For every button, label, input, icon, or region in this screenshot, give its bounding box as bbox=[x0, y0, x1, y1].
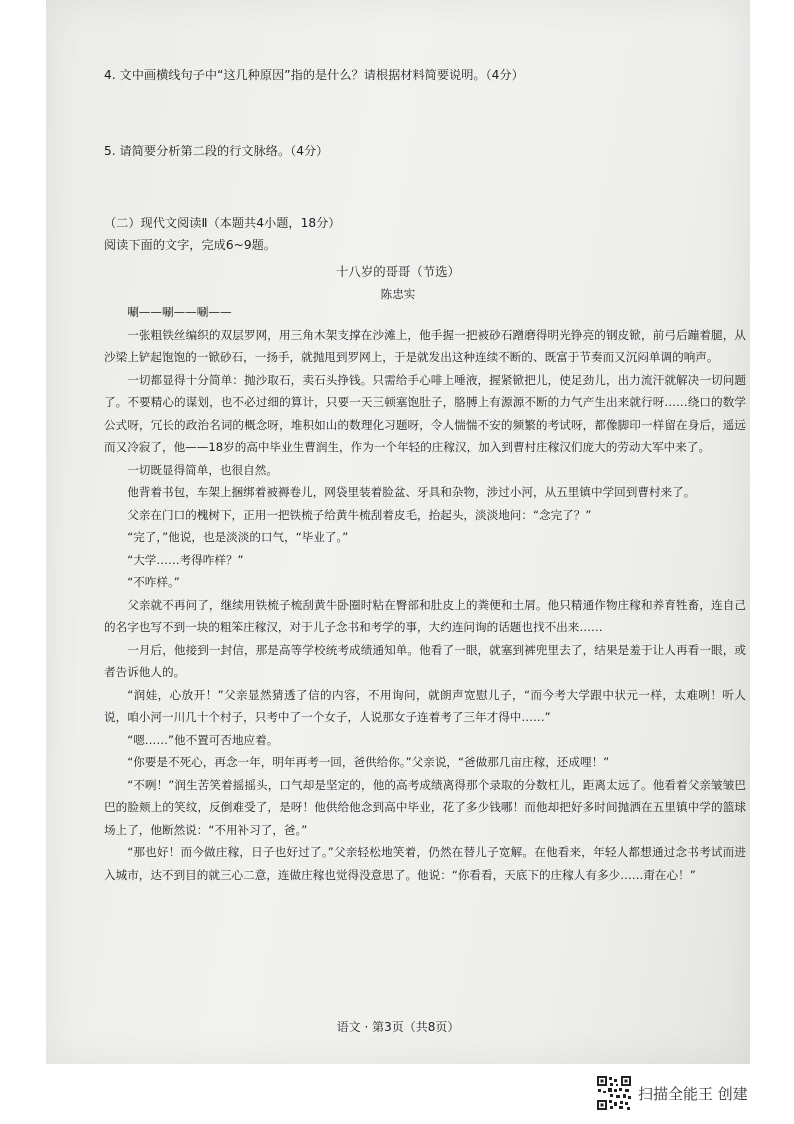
section-instruction: 阅读下面的文字，完成6~9题。 bbox=[104, 238, 276, 252]
qr-code-icon bbox=[596, 1075, 632, 1111]
scanned-page bbox=[46, 0, 750, 1064]
article-paragraph: “润娃，心放开！”父亲显然猜透了信的内容，不用询问，就朗声宽慰儿子，“而今考大学跟中状元一样，太难咧！听人说，咱小河一川几十个村子，只考中了一个女子，人说那女子连着考了三年才得中……” bbox=[104, 687, 746, 724]
watermark-text: 扫描全能王 创建 bbox=[638, 1084, 748, 1103]
article-title: 十八岁的哥哥（节选） bbox=[336, 264, 460, 279]
page-footer: 语文 · 第3页（共8页） bbox=[336, 1020, 460, 1034]
article-author: 陈忠实 bbox=[380, 287, 416, 301]
article-paragraph: “那也好！而今做庄稼，日子也好过了。”父亲轻松地笑着，仍然在替儿子宽解。在他看来，年轻人都想通过念书考试而进入城市，达不到目的就三心二意，连做庄稼也觉得没意思了。他说：“你看看，天底下的庄稼人有多少……甭在心！” bbox=[104, 845, 746, 882]
article-paragraph: 一切既显得简单，也很自然。 bbox=[127, 462, 278, 477]
article-paragraph: “不咧！”润生苦笑着摇摇头，口气却是坚定的，他的高考成绩离得那个录取的分数杠儿，距离太远了。他看着父亲皱皱巴巴的脸颊上的笑纹，反倒难受了，是呀！他供给他念到高中毕业，花了多少钱哪！而他却把好多时间抛洒在五里镇中学的篮球场上了，他断然说：“不用补习了，爸。” bbox=[104, 777, 746, 837]
article-paragraph: “完了，”他说，也是淡淡的口气，“毕业了。” bbox=[127, 530, 349, 544]
article-paragraph: “不咋样。” bbox=[127, 575, 180, 589]
article-paragraph: 一月后，他接到一封信，那是高等学校统考成绩通知单。他看了一眼，就塞到裤兜里去了，结果是羞于让人再看一眼，或者告诉他人的。 bbox=[104, 642, 746, 679]
scanner-watermark bbox=[596, 1075, 748, 1111]
article-paragraph: “你要是不死心，再念一年，明年再考一回，爸供给你。”父亲说，“爸做那几亩庄稼，还成哩！” bbox=[127, 755, 610, 769]
article-paragraph: 他背着书包，车架上捆绑着被褥卷儿，网袋里装着脸盆、牙具和杂物，涉过小河，从五里镇中学回到曹村来了。 bbox=[127, 485, 696, 499]
article-paragraph: “嗯……”他不置可否地应着。 bbox=[127, 732, 279, 747]
article-paragraph: 父亲在门口的槐树下，正用一把铁梳子给黄牛梳刮着皮毛，抬起头，淡淡地问：“念完了？” bbox=[127, 507, 592, 522]
question-5: 5. 请简要分析第二段的行文脉络。（4分） bbox=[104, 144, 329, 158]
article-paragraph: 父亲就不再问了，继续用铁梳子梳刮黄牛卧圈时粘在臀部和肚皮上的粪便和土屑。他只精通作物庄稼和养育牲畜，连自己的名字也写不到一块的粗笨庄稼汉，对于儿子念书和考学的事，大约连问询的话题也找不出来…… bbox=[104, 597, 746, 634]
article-paragraph: 一切都显得十分简单：抛沙取石，卖石头挣钱。只需给手心啡上唾液，握紧锨把儿，使足劲儿，出力流汗就解决一切问题了。不要精心的谋划，也不必过细的算计，只要一天三顿塞饱肚子，胳膊上有源源不断的力气产生出来就行呀……绕口的数学公式呀，冗长的政治名词的概念呀，堆积如山的数理化习题呀，令人惴惴不安的频繁的考试呀，都像脚印一样留在身后，遥远而又冷寂了，他——18岁的高中毕业生曹润生，作为一个年轻的庄稼汉，加入到曹村庄稼汉们庞大的劳动大军中来了。 bbox=[104, 372, 746, 454]
article-paragraph: “大学……考得咋样？” bbox=[127, 552, 244, 567]
question-4: 4. 文中画横线句子中“这几种原因”指的是什么？请根据材料简要说明。（4分） bbox=[104, 68, 524, 82]
section-heading: （二）现代文阅读Ⅱ（本题共4小题，18分） bbox=[104, 216, 341, 230]
article-paragraph: 唰——唰——唰—— bbox=[127, 305, 232, 319]
article-body bbox=[104, 301, 746, 886]
article-paragraph: 一张粗铁丝编织的双层罗网，用三角木架支撑在沙滩上，他手握一把被砂石蹭磨得明光铮亮的钢皮锨，前弓后蹦着腿，从沙梁上铲起饱饱的一锨砂石，一扬手，就抛甩到罗网上，于是就发出这种连续不断的、既富于节奏而又沉闷单调的响声。 bbox=[104, 327, 746, 364]
